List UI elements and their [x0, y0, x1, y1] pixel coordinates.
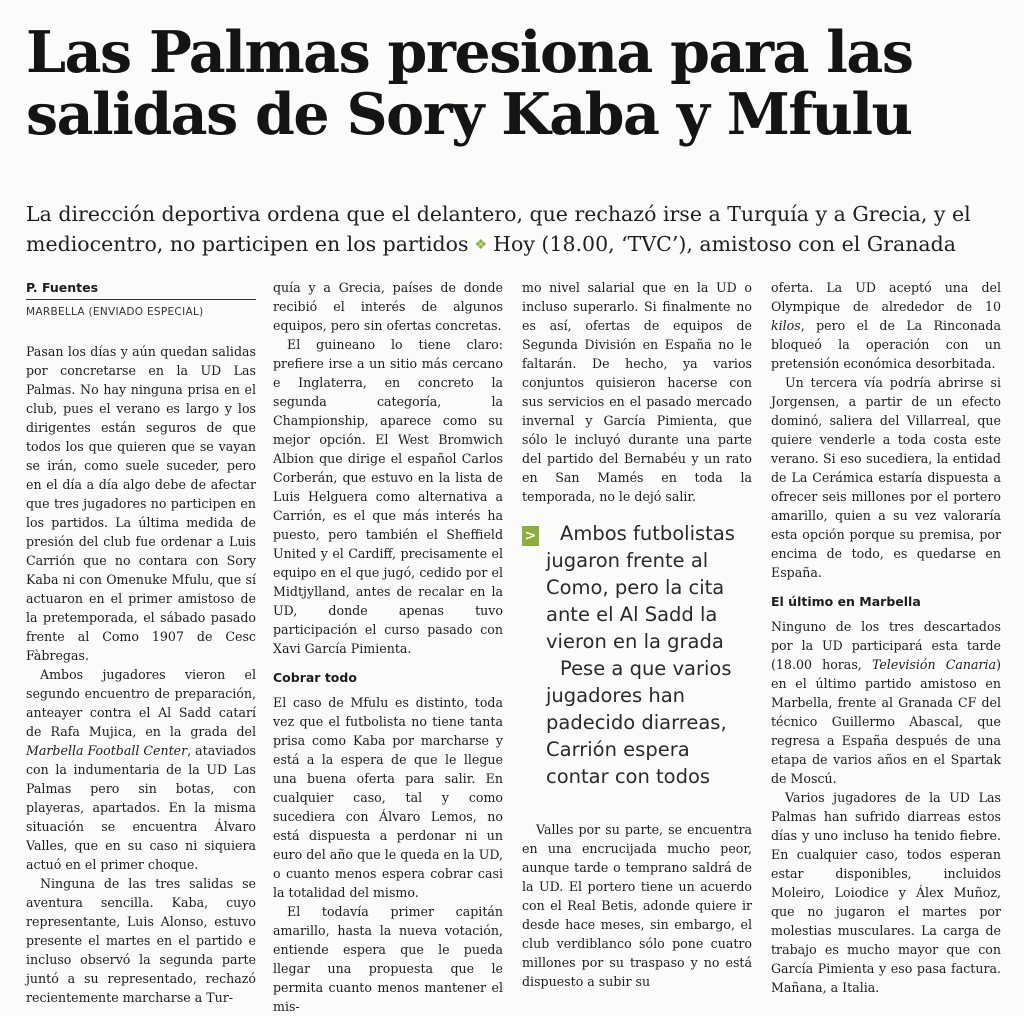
separator-ornament-icon: ❖: [474, 237, 488, 253]
paragraph-text: ) en el último partido amistoso en Marbella, frente al Granada CF del técnico Guillermo Abascal, que regresa a España después de una etapa de varios años en el Spartak de Moscú.: [771, 657, 1001, 786]
paragraph-text: oferta. La UD aceptó una del Olympique de alrededor de 10: [771, 280, 1001, 314]
paragraph: Valles por su parte, se encuentra en una encrucijada mucho peor, aunque tarde o temprano saldrá de la UD. El portero tiene un acuerdo con el Real Betis, adonde quiere ir desde hace meses, sin embargo, el club verdiblanco sólo pone cuatro millones por su traspaso y no está dispuesto a subir su: [522, 822, 752, 989]
article-column-3: [522, 278, 752, 991]
paragraph: El guineano lo tiene claro: prefiere irse a un sitio más cercano e Inglaterra, en concreto la segunda categoría, la Championship, aparece como su mejor opción. El West Bromwich Albion que dirige el español Carlos Corberán, que estuvo en la lista de Luis Helguera como alternativa a Carrión, es el que más interés ha puesto, pero también el Sheffield United y el Cardiff, precisamente el equipo en el que jugó, cedido por el Midtjylland, antes de recalar en la UD, donde apenas tuvo participación el curso pasado con Xavi García Pimienta.: [273, 337, 503, 656]
paragraph: [771, 617, 1001, 788]
emphasis: kilos: [771, 318, 801, 333]
broadcaster-name: Televisión Canaria: [871, 657, 997, 672]
paragraph-text: Ninguno de los tres descartados por la UD participará esta tarde (18.00 horas,: [771, 619, 1001, 672]
headline: Las Palmas presiona para las salidas de Sory Kaba y Mfulu: [26, 19, 913, 148]
subheadline: [26, 199, 1001, 260]
paragraph-text: , pero el de La Rinconada bloqueó la operación con un pretensión económica desorbitada.: [771, 318, 1001, 371]
venue-name: Marbella Football Center: [26, 743, 188, 758]
section-subtitle: El último en Marbella: [771, 594, 921, 609]
dateline: MARBELLA (ENVIADO ESPECIAL): [26, 306, 204, 318]
paragraph: El todavía primer capitán amarillo, hasta la nueva votación, entiende espera que le pueda llegar una propuesta que le permita cuanto menos mantener el mis-: [273, 904, 503, 1014]
paragraph: El caso de Mfulu es distinto, toda vez que el futbolista no tiene tanta prisa como Kaba por marcharse y está a la espera de que le llegue una buena oferta para salir. En cualquier caso, tal y como sucediera con Álvaro Lemos, no está dispuesta a perdonar ni un euro del año que le queda en la UD, o cuanto menos espera cobrar casi la totalidad del mismo.: [273, 695, 503, 900]
pull-quote-text: Pese a que varios jugadores han padecido diarreas, Carrión espera contar con todos: [546, 657, 732, 788]
paragraph: mo nivel salarial que en la UD o incluso superarlo. Si finalmente no es así, ofertas de equipos de Segunda División en España no le faltarán. De hecho, ya varios conjuntos quisieron hacerse con sus servicios en el pasado mercado invernal y García Pimienta, que sólo le incluyó durante una parte del partido del Bernabéu y un rato en San Mamés en toda la temporada, no le dejó salir.: [522, 280, 752, 504]
subhead-part-2: Hoy (18.00, ‘TVC’), amistoso con el Granada: [493, 232, 956, 256]
pull-quote: [522, 520, 752, 790]
paragraph: Varios jugadores de la UD Las Palmas han sufrido diarreas estos días y uno incluso ha tenido fiebre. En cualquier caso, todos esperan estar disponibles, incluidos Moleiro, Loiodice y Álex Muñoz, que no jugaron el martes por molestias musculares. La carga de trabajo es mucho mayor que con García Pimienta y eso pasa factura. Mañana, a Italia.: [771, 790, 1001, 995]
author-byline: P. Fuentes: [26, 278, 256, 300]
paragraph: quía y a Grecia, países de donde recibió el interés de algunos equipos, pero sin ofertas concretas.: [273, 280, 503, 333]
article-column-1: [26, 278, 256, 1007]
pull-quote-text: Ambos futbolistas jugaron frente al Como, pero la cita ante el Al Sadd la vieron en la grada: [546, 522, 735, 653]
article-column-2: [273, 278, 503, 1016]
subhead-part-1: La dirección deportiva ordena que el delantero, que rechazó irse a Turquía y a Grecia, y el mediocentro, no participen en los partidos: [26, 202, 971, 256]
section-subtitle: Cobrar todo: [273, 670, 357, 685]
paragraph: Ninguna de las tres salidas se aventura sencilla. Kaba, cuyo representante, Luis Alonso, estuvo presente el martes en el partido e incluso observó la segunda parte juntó a su representado, rechazó recientemente marcharse a Tur-: [26, 876, 256, 1005]
paragraph-text: , ataviados con la indumentaria de la UD Las Palmas pero sin botas, con playeras, apartados. En la misma situación se encuentra Álvaro Valles, que en su caso ni siquiera actuó en el primer choque.: [26, 743, 256, 872]
quote-marker-icon: >: [522, 526, 539, 546]
paragraph: [26, 665, 256, 874]
paragraph: [771, 278, 1001, 373]
article-column-4: [771, 278, 1001, 997]
paragraph-text: Ambos jugadores vieron el segundo encuentro de preparación, anteayer contra el Al Sadd catarí de Rafa Mujica, en la grada del: [26, 667, 256, 739]
paragraph: Un tercera vía podría abrirse si Jorgensen, a partir de un efecto dominó, saliera del Villarreal, que quiere venderle a toda costa este verano. Si eso sucediera, la entidad de La Cerámica estaría dispuesta a ofrecer seis millones por el portero amarillo, quien a su vez valoraría esta opción porque su premisa, por encima de todo, es quedarse en España.: [771, 375, 1001, 580]
paragraph: Pasan los días y aún quedan salidas por concretarse en la UD Las Palmas. No hay ninguna prisa en el club, pues el verano es largo y los dirigentes están seguros de que todos los que quieren que se vayan se irán, como suele suceder, pero en el día a día algo debe de afectar que tres jugadores no participen en los partidos. La última medida de presión del club fue ordenar a Luis Carrión que no contara con Sory Kaba ni con Omenuke Mfulu, que sí actuaron en el primer amistoso de la pretemporada, el sábado pasado frente al Como 1907 de Cesc Fàbregas.: [26, 344, 256, 663]
